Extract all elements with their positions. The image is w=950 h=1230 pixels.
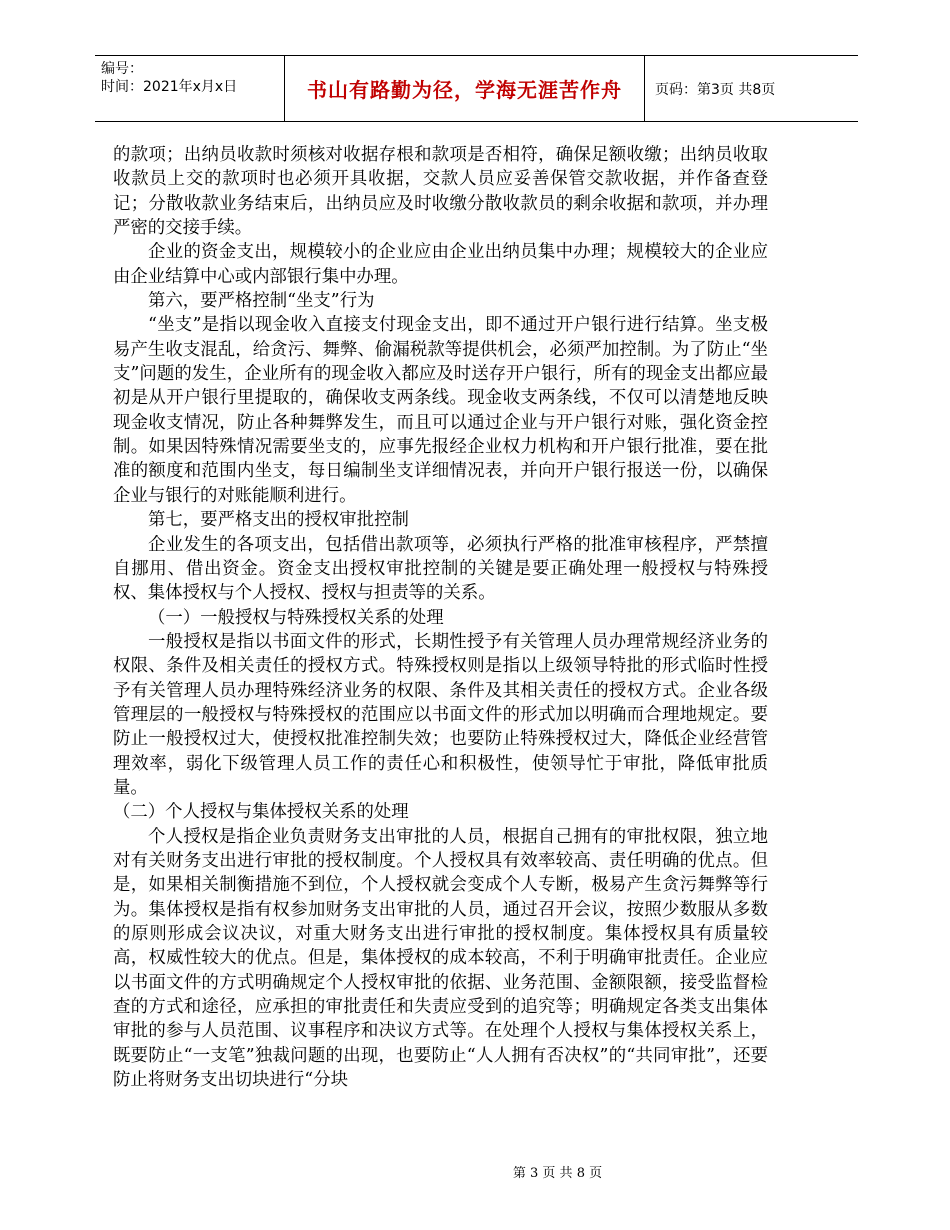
body-paragraph: 个人授权是指企业负责财务支出审批的人员，根据自己拥有的审批权限，独立地对有关财务支出进行审批的授权制度。个人授权具有效率较高、责任明确的优点。但是，如果相关制衡措施不到位，个人授权就会变成个人专断，极易产生贪污舞弊等行为。集体授权是指有权参加财务支出审批的人员，通过召开会议，按照少数服从多数的原则形成会议决议，对重大财务支出进行审批的授权制度。集体授权具有质量较高，权威性较大的优点。但是，集体授权的成本较高，不利于明确审批责任。企业应以书面文件的方式明确规定个人授权审批的依据、业务范围、金额限额，接受监督检查的方式和途径，应承担的审批责任和失责应受到的追究等；明确规定各类支出集体审批的参与人员范围、议事程序和决议方式等。在处理个人授权与集体授权关系上，既要防止“一支笔”独裁问题的出现，也要防止“人人拥有否决权”的“共同审批”，还要防止将财务支出切块进行“分块	[113, 826, 768, 1091]
header-meta	[95, 56, 285, 121]
subsection-heading: （一）一般授权与特殊授权关系的处理	[148, 607, 444, 628]
body-paragraph: 的款项；出纳员收款时须核对收据存根和款项是否相符，确保足额收缴；出纳员收取收款员上交的款项时也必须开具收据，交款人员应妥善保管交款收据，并作备查登记；分散收款业务结束后，出纳员应及时收缴分散收款员的剩余收据和款项，并办理严密的交接手续。	[113, 145, 768, 239]
document-number-label: 编号：	[101, 61, 143, 77]
body-paragraph: 企业的资金支出，规模较小的企业应由企业出纳员集中办理；规模较大的企业应由企业结算中心或内部银行集中办理。	[113, 242, 768, 287]
subsection-heading: （二）个人授权与集体授权关系的处理	[113, 802, 409, 823]
header-motto: 书山有路勤为径，学海无涯苦作舟	[285, 56, 645, 121]
body-paragraph: 企业发生的各项支出，包括借出款项等，必须执行严格的批准审核程序，严禁擅自挪用、借出资金。资金支出授权审批控制的关键是要正确处理一般授权与特殊授权、集体授权与个人授权、授权与担责等的关系。	[113, 534, 768, 604]
section-heading: 第七，要严格支出的授权审批控制	[148, 510, 409, 531]
page-header	[95, 55, 858, 122]
document-body	[113, 143, 768, 1092]
body-paragraph: “坐支”是指以现金收入直接支付现金支出，即不通过开户银行进行结算。坐支极易产生收支混乱，给贪污、舞弊、偷漏税款等提供机会，必须严加控制。为了防止“坐支”问题的发生，企业所有的现金收入都应及时送存开户银行，所有的现金支出都应最初是从开户银行里提取的，确保收支两条线。现金收支两条线，不仅可以清楚地反映现金收支情况，防止各种舞弊发生，而且可以通过企业与开户银行对账，强化资金控制。如果因特殊情况需要坐支的，应事先报经企业权力机构和开户银行批准，要在批准的额度和范围内坐支，每日编制坐支详细情况表，并向开户银行报送一份，以确保企业与银行的对账能顺利进行。	[113, 315, 768, 506]
document-time-label: 时间：2021年x月x日	[101, 79, 238, 95]
body-paragraph: 一般授权是指以书面文件的形式，长期性授予有关管理人员办理常规经济业务的权限、条件及相关责任的授权方式。特殊授权则是指以上级领导特批的形式临时性授予有关管理人员办理特殊经济业务的权限、条件及其相关责任的授权方式。企业各级管理层的一般授权与特殊授权的范围应以书面文件的形式加以明确而合理地规定。要防止一般授权过大，使授权批准控制失效；也要防止特殊授权过大，降低企业经营管理效率，弱化下级管理人员工作的责任心和积极性，使领导忙于审批，降低审批质量。	[113, 631, 768, 798]
page-footer: 第 3 页 共 8 页	[512, 1166, 603, 1181]
section-heading: 第六，要严格控制“坐支”行为	[148, 291, 375, 312]
header-page-info: 页码：第3页 共8页	[655, 81, 776, 98]
